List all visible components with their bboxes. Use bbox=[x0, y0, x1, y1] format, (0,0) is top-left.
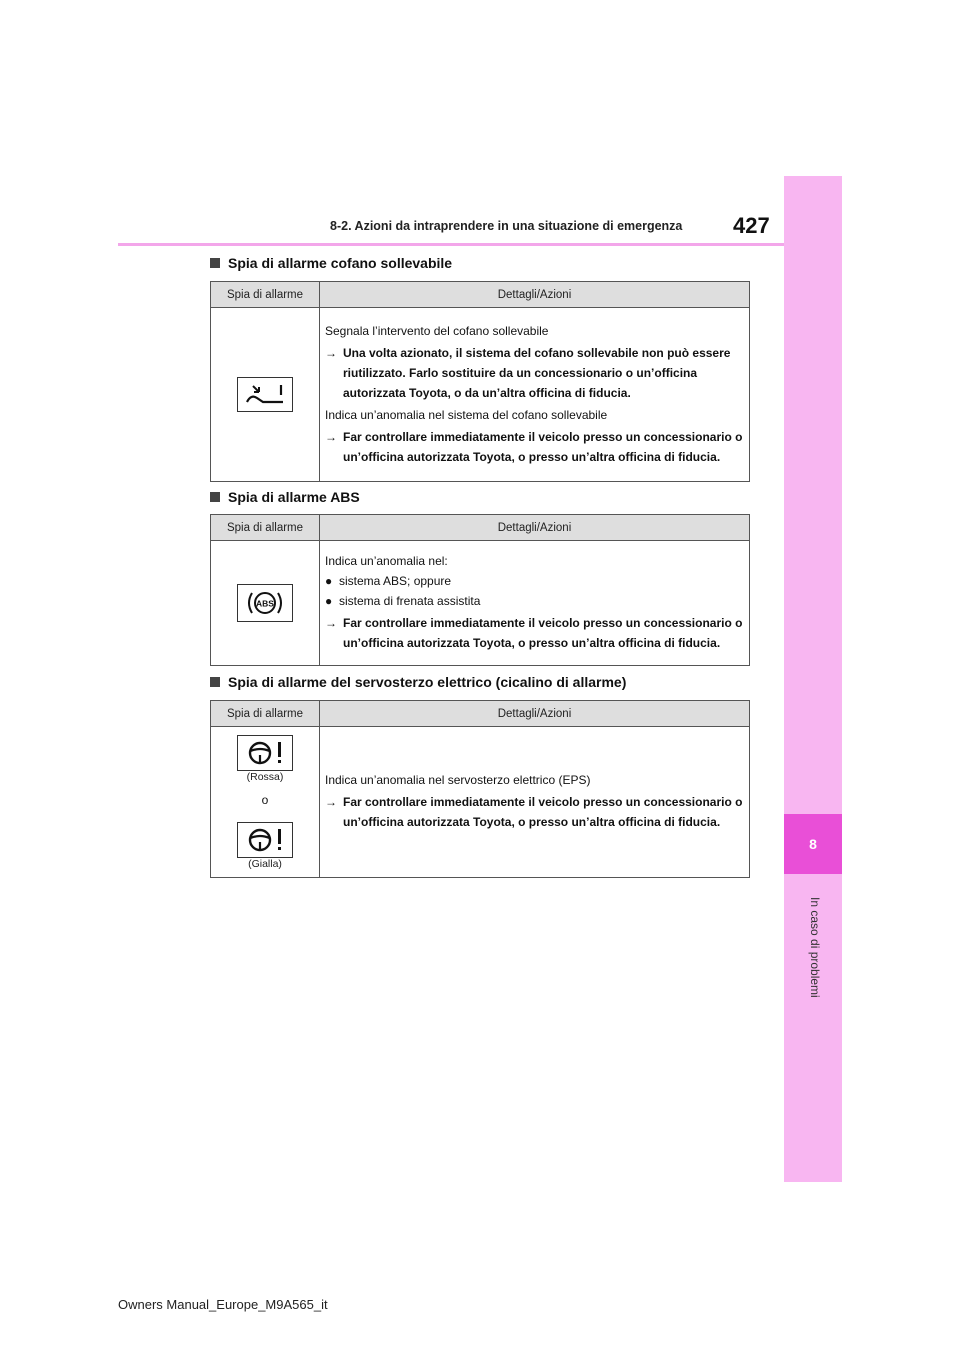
abs-warning-table bbox=[210, 514, 750, 666]
bullet-icon: ● bbox=[325, 574, 333, 588]
action-item bbox=[325, 343, 743, 403]
bullet-item bbox=[325, 591, 743, 611]
arrow-icon: → bbox=[325, 795, 337, 809]
column-header-warning-light: Spia di allarme bbox=[211, 701, 320, 727]
column-header-details: Dettagli/Azioni bbox=[320, 282, 750, 308]
chapter-label: In caso di problemi bbox=[808, 896, 822, 998]
section-title-hood bbox=[210, 255, 452, 271]
eps-warning-table bbox=[210, 700, 750, 878]
header-divider bbox=[118, 243, 784, 246]
eps-icon-cell bbox=[211, 727, 320, 878]
column-header-warning-light: Spia di allarme bbox=[211, 282, 320, 308]
detail-text: Segnala l’intervento del cofano sollevabile bbox=[325, 323, 549, 338]
pop-up-hood-warning-icon bbox=[237, 377, 293, 412]
caption-yellow: (Gialla) bbox=[248, 858, 282, 870]
detail-text: Indica un’anomalia nel: bbox=[325, 554, 448, 568]
hood-details-cell bbox=[320, 308, 750, 482]
hood-icon-cell bbox=[211, 308, 320, 482]
abs-icon-text: ABS bbox=[256, 598, 274, 609]
square-bullet-icon bbox=[210, 492, 220, 502]
bullet-icon: ● bbox=[325, 594, 333, 608]
abs-warning-icon bbox=[237, 584, 293, 622]
steering-wheel-warning-icon-yellow bbox=[237, 822, 293, 858]
section-header: 8-2. Azioni da intraprendere in una situazione di emergenza bbox=[330, 219, 683, 233]
eps-details-cell bbox=[320, 727, 750, 878]
section-title-text: Spia di allarme cofano sollevabile bbox=[228, 255, 453, 271]
or-text: o bbox=[261, 793, 269, 807]
section-title-eps bbox=[210, 674, 626, 690]
column-header-warning-light: Spia di allarme bbox=[211, 515, 320, 541]
steering-wheel-warning-icon-red bbox=[237, 735, 293, 771]
abs-details-cell bbox=[320, 541, 750, 666]
page-number: 427 bbox=[733, 213, 770, 238]
arrow-icon: → bbox=[325, 345, 337, 360]
footer-manual-id: Owners Manual_Europe_M9A565_it bbox=[118, 1297, 328, 1312]
arrow-icon: → bbox=[325, 616, 337, 630]
column-header-details: Dettagli/Azioni bbox=[320, 515, 750, 541]
detail-text: Indica un’anomalia nel servosterzo elettrico (EPS) bbox=[325, 773, 591, 787]
square-bullet-icon bbox=[210, 258, 220, 268]
section-title-text: Spia di allarme ABS bbox=[228, 489, 360, 505]
action-text: Far controllare immediatamente il veicolo presso un concessionario o un’officina autorizzata Toyota, o presso un’altra officina di fiducia. bbox=[343, 429, 743, 464]
section-title-text: Spia di allarme del servosterzo elettrico (cicalino di allarme) bbox=[228, 674, 627, 690]
square-bullet-icon bbox=[210, 677, 220, 687]
bullet-item bbox=[325, 571, 743, 591]
action-item bbox=[325, 613, 743, 653]
detail-text: Indica un’anomalia nel sistema del cofano sollevabile bbox=[325, 407, 608, 422]
action-text: Far controllare immediatamente il veicolo presso un concessionario o un’officina autorizzata Toyota, o presso un’altra officina di fiducia. bbox=[343, 795, 743, 829]
action-text: Una volta azionato, il sistema del cofano sollevabile non può essere riutilizzato. Farlo sostituire da un concessionario o un’officina autorizzata Toyota, o da un’altra officina di fiducia. bbox=[343, 345, 731, 400]
action-item bbox=[325, 427, 743, 467]
hood-warning-table bbox=[210, 281, 750, 482]
chapter-number: 8 bbox=[784, 814, 842, 874]
section-title-abs bbox=[210, 489, 360, 505]
chapter-side-tab bbox=[784, 176, 842, 1182]
column-header-details: Dettagli/Azioni bbox=[320, 701, 750, 727]
bullet-text: sistema ABS; oppure bbox=[339, 574, 452, 588]
caption-red: (Rossa) bbox=[246, 771, 284, 783]
action-item bbox=[325, 792, 743, 832]
abs-icon-cell bbox=[211, 541, 320, 666]
action-text: Far controllare immediatamente il veicolo presso un concessionario o un’officina autorizzata Toyota, o presso un’altra officina di fiducia. bbox=[343, 616, 743, 650]
arrow-icon: → bbox=[325, 429, 337, 444]
bullet-text: sistema di frenata assistita bbox=[339, 594, 481, 608]
